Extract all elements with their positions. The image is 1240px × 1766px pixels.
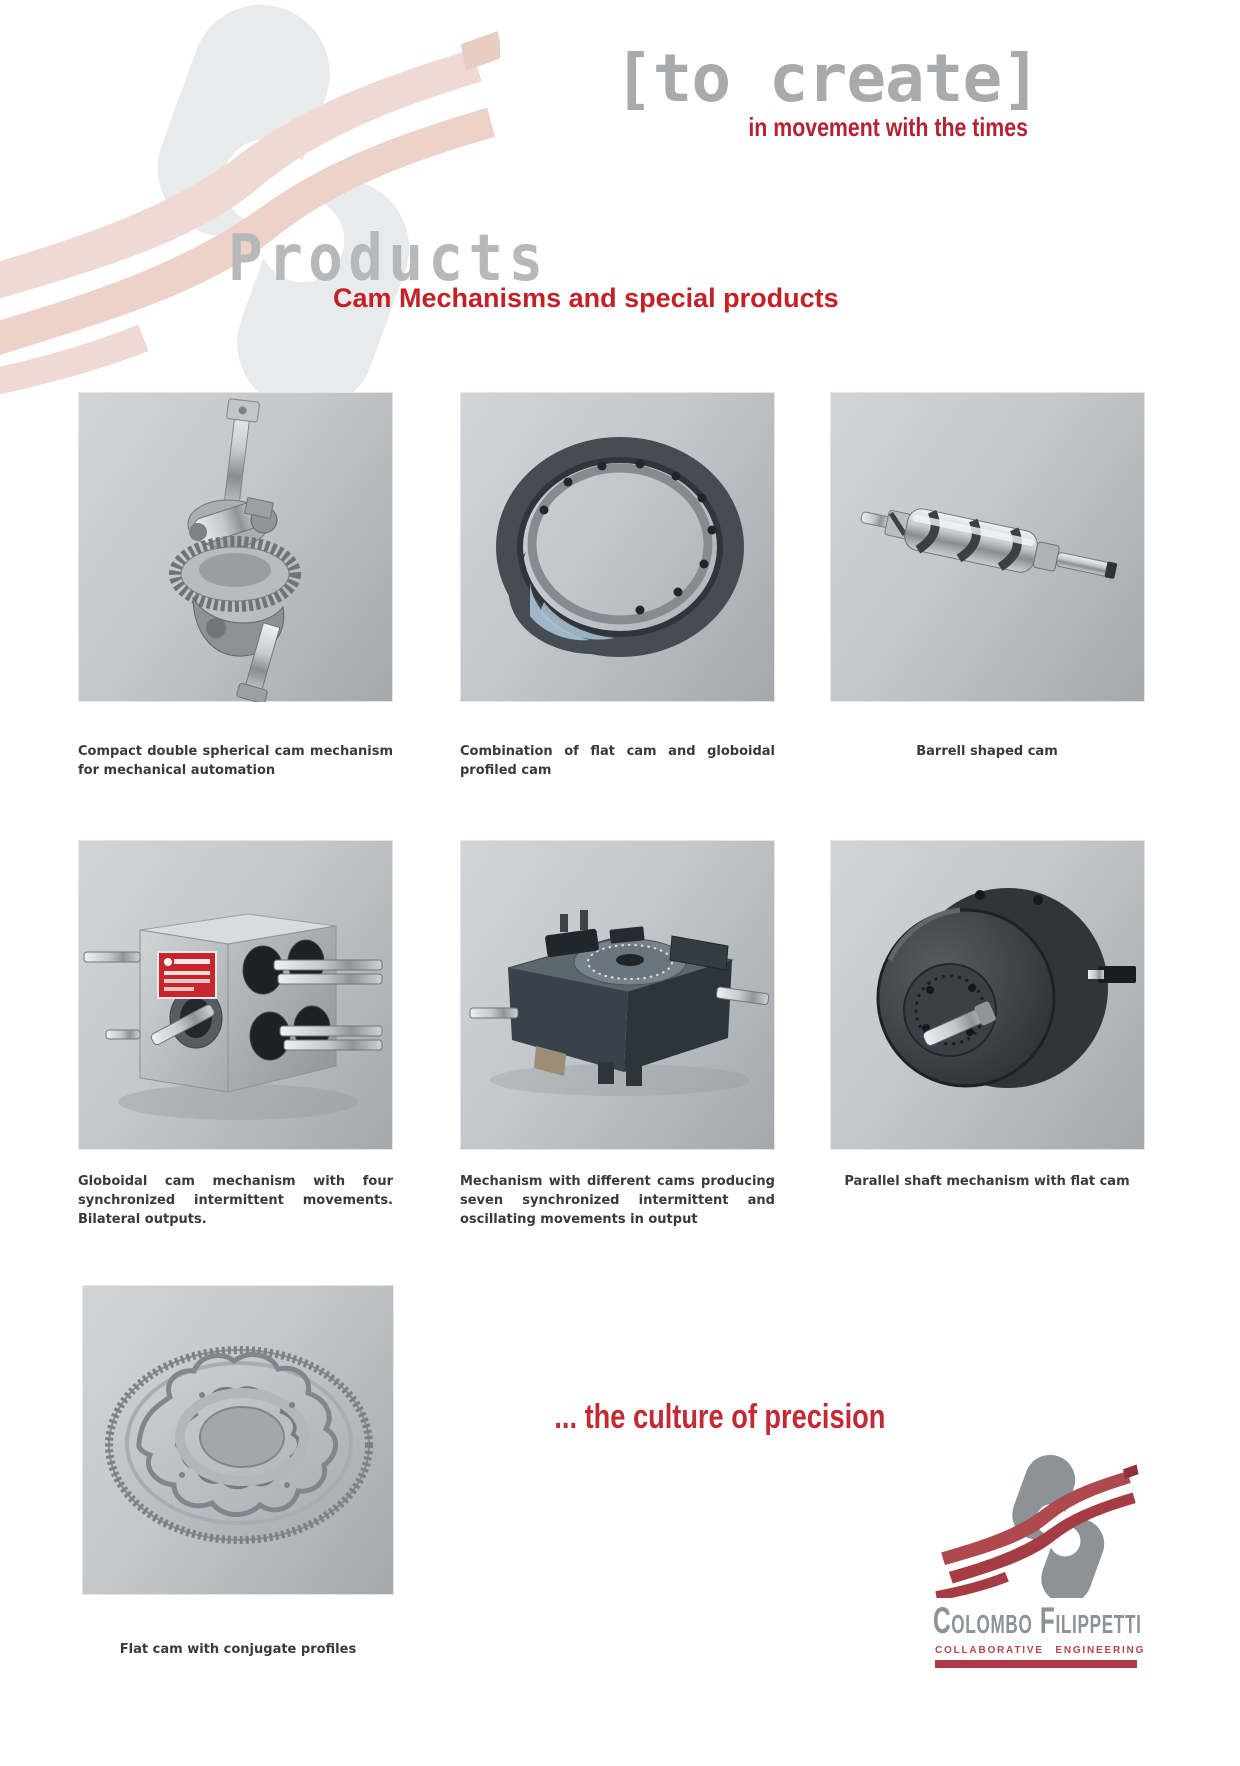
watermark-logo xyxy=(0,0,500,396)
product-photo-barrel-cam xyxy=(830,392,1145,702)
product-caption: Flat cam with conjugate profiles xyxy=(119,1642,357,1657)
section-subtitle: Cam Mechanisms and special products xyxy=(333,283,839,313)
product-photo-globoidal-cam-box xyxy=(78,840,393,1150)
product-caption: Globoidal cam mechanism with four synchronized intermittent movements. Bilateral outputs. xyxy=(78,1174,393,1227)
product-photo-flat-globoidal-cam xyxy=(460,392,775,702)
product-photo-parallel-shaft xyxy=(830,840,1145,1150)
brand-logo xyxy=(930,1448,1140,1598)
product-caption: Compact double spherical cam mechanism for mechanical automation xyxy=(78,744,393,778)
product-caption: Combination of flat cam and globoidal profiled cam xyxy=(460,744,775,778)
brand-underline-bar xyxy=(935,1660,1137,1668)
section-title: Products xyxy=(228,222,549,296)
header-tagline-wrap xyxy=(628,112,1028,143)
footer-tagline: ... the culture of precision xyxy=(554,1398,886,1436)
product-caption: Mechanism with different cams producing seven synchronized intermittent and oscillating movements in output xyxy=(460,1174,775,1227)
product-caption: Barrell shaped cam xyxy=(916,744,1058,759)
brand-name: Colombo Filippetti xyxy=(933,1600,1142,1641)
product-photo-multi-cam-mechanism xyxy=(460,840,775,1150)
page-slogan: [to create] xyxy=(613,40,1040,117)
product-caption: Parallel shaft mechanism with flat cam xyxy=(844,1174,1130,1189)
footer-tagline-wrap xyxy=(500,1398,940,1437)
product-photo-flat-cam-conjugate xyxy=(82,1285,394,1595)
header-tagline: in movement with the times xyxy=(748,112,1028,142)
product-photo-double-spherical-cam xyxy=(78,392,393,702)
brand-subtitle: COLLABORATIVE ENGINEERING xyxy=(935,1645,1146,1656)
